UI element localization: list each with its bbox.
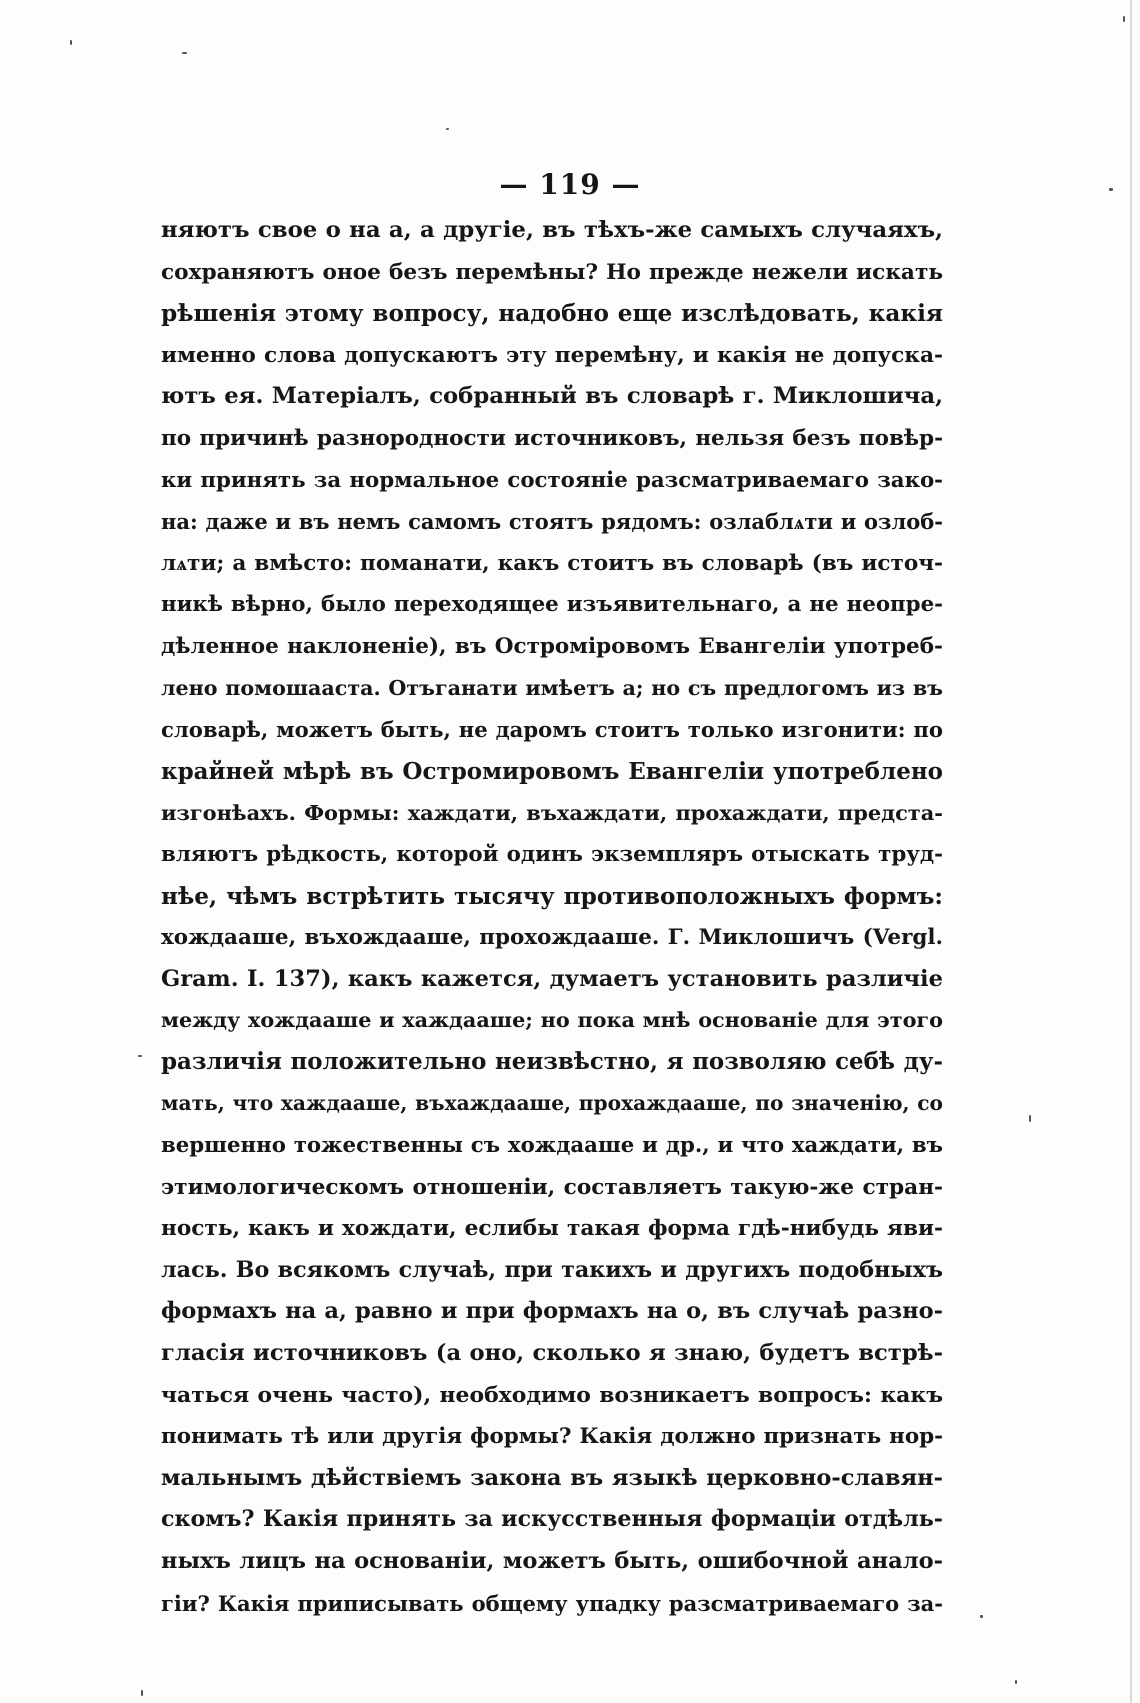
text-line: понимать тѣ или другія формы? Какія должно признать нор- <box>161 1424 943 1450</box>
scan-speck <box>980 1615 983 1618</box>
text-line: на: даже и въ немъ самомъ стоятъ рядомъ: озлаблѧти и озлоб- <box>161 509 943 535</box>
text-line: нѣе, чѣмъ встрѣтить тысячу противоположныхъ формъ: <box>161 882 943 910</box>
scan-speck <box>70 40 72 45</box>
text-line: лено помошааста. Отъганати имѣетъ а; но съ предлогомъ из въ <box>161 675 943 700</box>
text-line: различія положительно неизвѣстно, я позволяю себѣ ду- <box>161 1048 943 1075</box>
text-line: скомъ? Какія принять за искусственныя формаціи отдѣль- <box>161 1506 943 1533</box>
text-line: крайней мѣрѣ въ Остромировомъ Евангеліи употреблено <box>161 757 943 785</box>
text-line: ныхъ лицъ на основаніи, можетъ быть, ошибочной анало- <box>161 1548 943 1574</box>
text-line: формахъ на а, равно и при формахъ на о, въ случаѣ разно- <box>161 1298 943 1325</box>
text-line: мальнымъ дѣйствіемъ закона въ языкѣ церковно-славян- <box>161 1464 943 1491</box>
page-number: — 119 — <box>499 168 641 201</box>
scan-speck <box>446 128 449 130</box>
text-line: лась. Во всякомъ случаѣ, при такихъ и другихъ подобныхъ <box>161 1256 943 1283</box>
scan-speck <box>138 1055 142 1057</box>
text-line: рѣшенія этому вопросу, надобно еще изслѣдовать, какія <box>161 300 943 328</box>
text-line: этимологическомъ отношеніи, составляетъ такую-же стран- <box>161 1174 943 1200</box>
text-line: именно слова допускаютъ эту перемѣну, и какія не допуска- <box>161 342 943 368</box>
text-line: Gram. I. 137), какъ кажется, думаетъ установить различіе <box>161 965 943 992</box>
text-line: гіи? Какія приписывать общему упадку разсматриваемаго за- <box>161 1590 943 1616</box>
text-line: ютъ ея. Матеріалъ, собранный въ словарѣ г. Миклошича, <box>161 383 943 410</box>
scan-speck <box>1123 16 1125 22</box>
text-line: гласія источниковъ (а оно, сколько я знаю, будетъ встрѣ- <box>161 1340 943 1367</box>
scan-speck <box>141 1690 143 1696</box>
text-line: ки принять за нормальное состояніе разсматриваемаго зако- <box>161 467 943 493</box>
text-line: вершенно тожественны съ хождааше и др., и что хаждати, въ <box>161 1133 943 1159</box>
scan-speck <box>182 52 187 54</box>
page-edge <box>1130 0 1132 1703</box>
text-line: мать, что хаждааше, въхаждааше, прохаждааше, по значенію, со <box>161 1091 943 1116</box>
text-line: по причинѣ разнородности источниковъ, нельзя безъ повѣр- <box>161 425 943 451</box>
text-line: лѧти; а вмѣсто: поманати, какъ стоитъ въ словарѣ (въ источ- <box>161 550 943 576</box>
text-line: хождааше, въхождааше, прохождааше. Г. Миклошичъ (Vergl. <box>161 925 943 951</box>
text-line: ность, какъ и хождати, еслибы такая форма гдѣ-нибудь яви- <box>161 1216 943 1242</box>
text-line: чаться очень часто), необходимо возникаетъ вопросъ: какъ <box>161 1381 943 1408</box>
text-line: вляютъ рѣдкость, которой одинъ экземпляръ отыскать труд- <box>161 841 943 867</box>
text-line: няютъ свое о на а, а другіе, въ тѣхъ-же самыхъ случаяхъ, <box>161 217 943 243</box>
scan-speck <box>1029 1115 1031 1122</box>
text-line: словарѣ, можетъ быть, не даромъ стоитъ только изгонити: по <box>161 717 943 743</box>
body-text <box>161 210 943 1624</box>
text-line: изгонѣахъ. Формы: хаждати, въхаждати, прохаждати, предста- <box>161 800 943 826</box>
scan-speck <box>1015 1680 1017 1684</box>
scan-speck <box>1109 188 1113 191</box>
text-line: дѣленное наклоненіе), въ Остроміровомъ Евангеліи употреб- <box>161 633 943 659</box>
text-line: никѣ вѣрно, было переходящее изъявительнаго, а не неопре- <box>161 592 943 618</box>
text-line: между хождааше и хаждааше; но пока мнѣ основаніе для этого <box>161 1008 943 1033</box>
text-line: сохраняютъ оное безъ перемѣны? Но прежде нежели искать <box>161 259 943 285</box>
